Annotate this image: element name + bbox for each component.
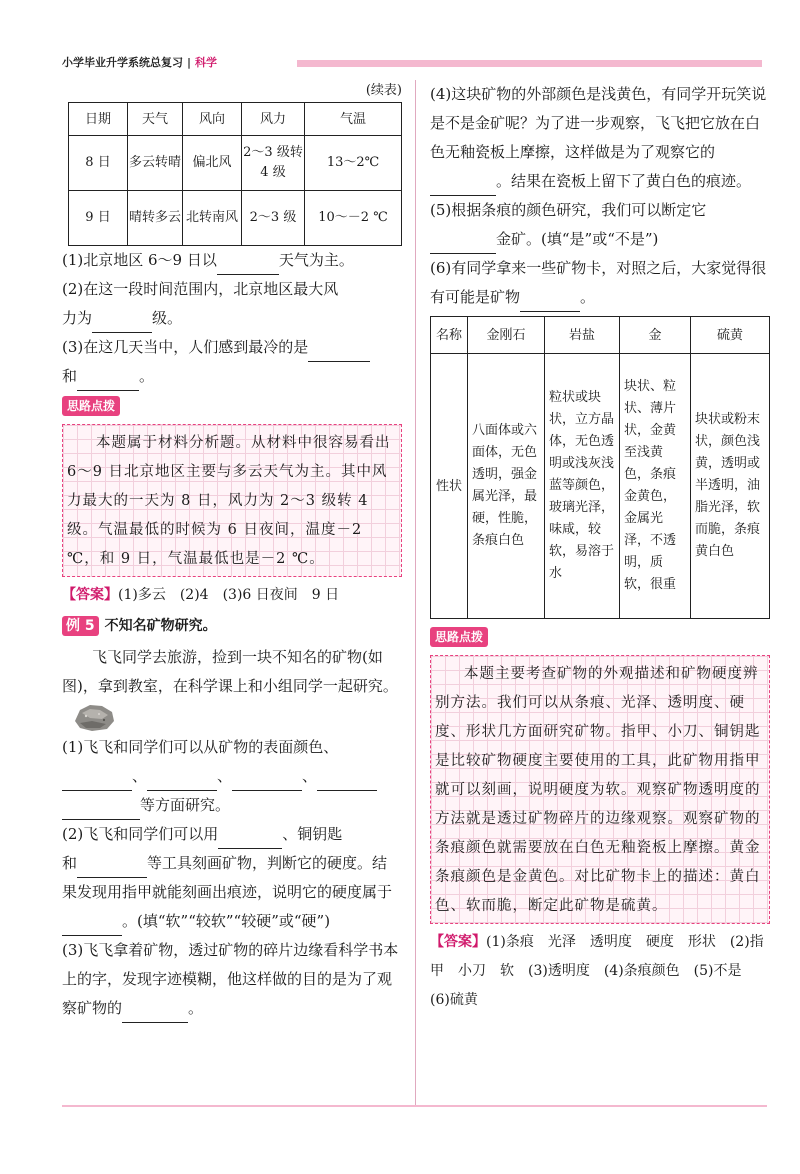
answer-blank[interactable] — [520, 293, 580, 312]
right-column — [430, 80, 770, 1015]
mineral-header-label: 名称 — [431, 317, 468, 354]
answer-tag: 【答案】 — [430, 934, 486, 950]
mineral-description: 块状、粒状、薄片状，金黄至浅黄色，条痕金黄色，金属光泽，不透明，质软，很重 — [620, 354, 691, 619]
weather-cell: 2～3 级 — [242, 191, 305, 246]
question-text: 、 — [302, 767, 318, 785]
question-text: 、 — [132, 767, 148, 785]
answer-blank[interactable] — [77, 372, 139, 391]
question-text: (2)在这一段时间范围内，北京地区最大风 — [62, 280, 339, 298]
subject-label: 科学 — [195, 56, 218, 69]
ex-question-1 — [62, 733, 402, 820]
weather-header-cell: 气温 — [305, 103, 402, 136]
weather-header-cell: 风向 — [183, 103, 242, 136]
weather-header-cell: 风力 — [242, 103, 305, 136]
mineral-row — [431, 354, 770, 619]
ex-question-2 — [62, 820, 402, 936]
header-bar — [297, 60, 762, 67]
question-text: 。 — [580, 288, 596, 306]
mineral-description: 块状或粉末状，颜色浅黄，透明或半透明，油脂光泽，软而脆，条痕黄白色 — [691, 354, 770, 619]
mineral-row-label: 性状 — [431, 354, 468, 619]
question-text: (3)在这几天当中，人们感到最冷的是 — [62, 338, 309, 356]
ex-question-3 — [62, 936, 402, 1023]
answer-blank[interactable] — [92, 314, 152, 333]
question-text: 级。 — [152, 309, 183, 327]
weather-cell: 晴转多云 — [128, 191, 183, 246]
question-text: 、 — [217, 767, 233, 785]
question-text: 天气为主。 — [278, 251, 354, 269]
answer-blank[interactable] — [317, 772, 377, 791]
answer-blank[interactable] — [218, 830, 282, 849]
weather-header-cell: 天气 — [128, 103, 183, 136]
ex-question-6 — [430, 254, 770, 312]
question-1 — [62, 246, 402, 275]
weather-cell: 偏北风 — [183, 136, 242, 191]
example-intro — [62, 643, 402, 733]
mineral-name: 金刚石 — [468, 317, 545, 354]
mineral-name: 金 — [620, 317, 691, 354]
question-text: (3)飞飞拿着矿物，透过矿物的碎片边缘看科学书本上的字，发现字迹模糊，他这样做的目的是为了观察矿物的 — [62, 941, 399, 1017]
answer-text: (1)条痕 光泽 透明度 硬度 形状 (2)指甲 小刀 软 (3)透明度 (4)条痕颜色 (5)不是 (6)硫黄 — [430, 934, 764, 1008]
weather-cell: 8 日 — [69, 136, 128, 191]
question-text: 。(填“软”“较软”“较硬”或“硬”) — [122, 912, 331, 930]
tip-label: 思路点拨 — [430, 627, 488, 647]
answer-text: (1)多云 (2)4 (3)6 日夜间 9 日 — [118, 587, 340, 603]
tip-box — [62, 424, 402, 577]
question-2 — [62, 275, 402, 333]
answer-blank[interactable] — [62, 917, 122, 936]
ex-question-4 — [430, 80, 770, 196]
book-title: 小学毕业升学系统总复习 — [62, 56, 183, 69]
question-text: 、铜钥匙 — [282, 825, 343, 843]
question-text: 等方面研究。 — [140, 796, 231, 814]
mineral-name: 硫黄 — [691, 317, 770, 354]
answer-blank[interactable] — [147, 772, 217, 791]
weather-cell: 10～－2 ℃ — [305, 191, 402, 246]
question-text: (1)北京地区 6～9 日以 — [62, 251, 217, 269]
question-text: (4)这块矿物的外部颜色是浅黄色，有同学开玩笑说是不是金矿呢？为了进一步观察，飞飞把它放在白色无釉瓷板上摩擦，这样做是为了观察它的 — [430, 85, 767, 161]
question-text: 力为 — [62, 309, 93, 327]
header-separator: | — [187, 56, 192, 69]
weather-cell: 9 日 — [69, 191, 128, 246]
weather-row — [69, 136, 402, 191]
example-title: 不知名矿物研究。 — [104, 618, 217, 634]
answer-line — [430, 928, 770, 1015]
answer-blank[interactable] — [217, 256, 279, 275]
answer-blank[interactable] — [232, 772, 302, 791]
ex-question-5 — [430, 196, 770, 254]
footer-line — [62, 1105, 767, 1107]
question-text: 和 — [62, 367, 78, 385]
weather-table — [68, 102, 402, 246]
weather-cell: 多云转晴 — [128, 136, 183, 191]
left-column — [62, 80, 402, 1023]
question-text: 金矿。(填“是”或“不是”) — [496, 230, 659, 248]
example-heading — [62, 612, 402, 641]
question-text: 。 — [139, 367, 155, 385]
answer-blank[interactable] — [308, 343, 370, 362]
mineral-description: 粒状或块状，立方晶体，无色透明或浅灰浅蓝等颜色，玻璃光泽，味咸，较软，易溶于水 — [545, 354, 620, 619]
rock-image — [72, 701, 116, 733]
tip-text: 本题主要考查矿物的外观描述和矿物硬度辨别方法。我们可以从条痕、光泽、透明度、硬度、形状几方面研究矿物。指甲、小刀、铜钥匙是比较矿物硬度主要使用的工具，此矿物用指甲就可以刻画，说明硬度为软。观察矿物透明度的方法就是透过矿物碎片的边缘观察。观察矿物的条痕颜色就需要放在白色无釉瓷板上摩擦。黄金条痕颜色是金黄色。对比矿物卡上的描述：黄白色、软而脆，断定此矿物是硫黄。 — [435, 666, 761, 914]
intro-text: 飞飞同学去旅游，捡到一块不知名的矿物(如图)，拿到教室，在科学课上和小组同学一起研究。 — [62, 648, 398, 695]
answer-blank[interactable] — [430, 177, 496, 196]
answer-blank[interactable] — [77, 859, 147, 878]
answer-line — [62, 581, 402, 610]
question-3 — [62, 333, 402, 391]
question-text: (5)根据条痕的颜色研究，我们可以断定它 — [430, 201, 707, 219]
question-text: 。结果在瓷板上留下了黄白色的痕迹。 — [496, 172, 752, 190]
continued-label: (续表) — [365, 83, 402, 98]
tip-box — [430, 655, 770, 924]
mineral-table — [430, 316, 770, 619]
weather-header-row — [69, 103, 402, 136]
weather-cell: 13～2℃ — [305, 136, 402, 191]
example-tag: 例 5 — [62, 616, 99, 636]
column-divider — [415, 80, 416, 1105]
page-header — [62, 52, 762, 72]
mineral-name: 岩盐 — [545, 317, 620, 354]
question-text: 和 — [62, 854, 78, 872]
weather-row — [69, 191, 402, 246]
question-text: (6)有同学拿来一些矿物卡，对照之后，大家觉得很有可能是矿物 — [430, 259, 767, 306]
weather-cell: 北转南风 — [183, 191, 242, 246]
weather-header-cell: 日期 — [69, 103, 128, 136]
question-text: 。 — [188, 999, 204, 1017]
weather-cell: 2～3 级转 4 级 — [242, 136, 305, 191]
header-text — [62, 54, 217, 70]
question-text: 等工具刻画矿物，判断它的硬度。结果发现用指甲就能刻画出痕迹，说明它的硬度属于 — [62, 854, 393, 901]
mineral-header-row — [431, 317, 770, 354]
answer-tag: 【答案】 — [62, 587, 118, 603]
question-text: (1)飞飞和同学们可以从矿物的表面颜色、 — [62, 738, 339, 756]
answer-blank[interactable] — [62, 801, 140, 820]
tip-label: 思路点拨 — [62, 396, 120, 416]
mineral-description: 八面体或六面体，无色透明，强金属光泽，最硬，性脆，条痕白色 — [468, 354, 545, 619]
answer-blank[interactable] — [122, 1004, 188, 1023]
question-text: (2)飞飞和同学们可以用 — [62, 825, 219, 843]
answer-blank[interactable] — [62, 772, 132, 791]
tip-text: 本题属于材料分析题。从材料中很容易看出 6～9 日北京地区主要与多云天气为主。其中风力最大的一天为 8 日，风力为 2～3 级转 4 级。气温最低的时候为 6 日夜间，温度－2 ℃，和 9 日，气温最低也是－2 ℃。 — [67, 435, 391, 567]
answer-blank[interactable] — [430, 235, 496, 254]
